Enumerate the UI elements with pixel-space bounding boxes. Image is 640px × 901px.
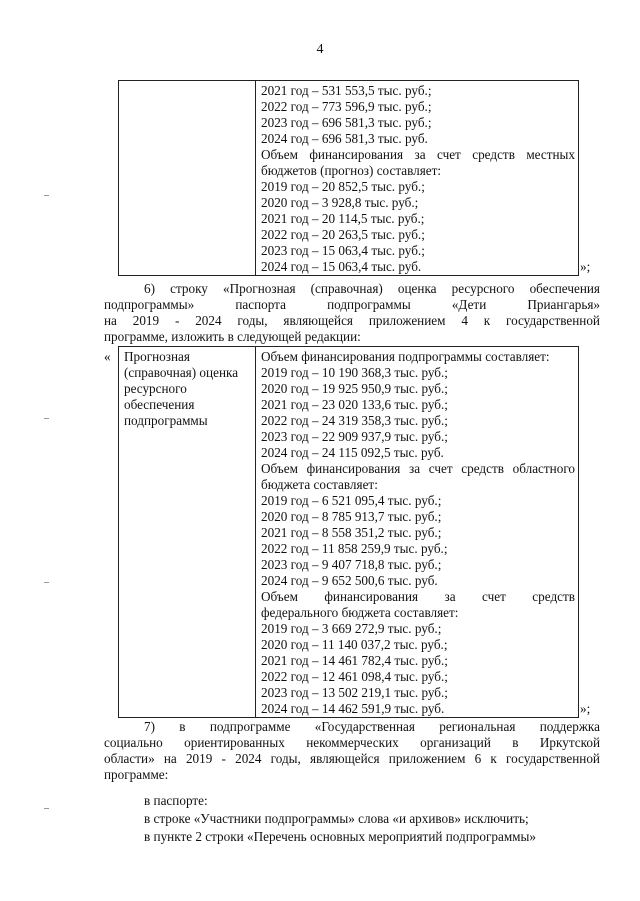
funding-cell bbox=[261, 349, 575, 717]
funding-line: Объем финансирования подпрограммы составляет: bbox=[261, 349, 550, 364]
financing-table bbox=[118, 346, 579, 718]
indicator-name-cell bbox=[124, 349, 252, 429]
paragraph-line: области» на 2019 - 2024 годы, являющейся приложением 6 к государственной bbox=[104, 751, 600, 766]
funding-cell bbox=[261, 83, 575, 275]
funding-line: Объем финансирования за счет средств местных bbox=[261, 147, 575, 162]
funding-line: 2023 год – 15 063,4 тыс. руб.; bbox=[261, 243, 425, 258]
funding-line: федерального бюджета составляет: bbox=[261, 605, 459, 620]
funding-line: 2021 год – 531 553,5 тыс. руб.; bbox=[261, 83, 432, 98]
paragraph-line: программе, изложить в следующей редакции: bbox=[104, 329, 361, 344]
funding-line: 2021 год – 23 020 133,6 тыс. руб.; bbox=[261, 397, 448, 412]
indicator-line: Прогнозная bbox=[124, 349, 190, 364]
paragraph-line: 7) в подпрограмме «Государственная региональная поддержка bbox=[144, 719, 600, 734]
item-passport: в паспорте: bbox=[144, 793, 208, 808]
funding-line: 2021 год – 14 461 782,4 тыс. руб.; bbox=[261, 653, 448, 668]
funding-line: 2021 год – 20 114,5 тыс. руб.; bbox=[261, 211, 425, 226]
page-number: 4 bbox=[316, 42, 324, 57]
paragraph-line: 6) строку «Прогнозная (справочная) оценка ресурсного обеспечения bbox=[144, 281, 600, 296]
item-measures: в пункте 2 строки «Перечень основных мероприятий подпрограммы» bbox=[144, 829, 536, 844]
table-open-mark: « bbox=[104, 349, 111, 364]
funding-line: 2024 год – 14 462 591,9 тыс. руб. bbox=[261, 701, 445, 716]
funding-line: бюджетов (прогноз) составляет: bbox=[261, 163, 442, 178]
funding-line: 2024 год – 15 063,4 тыс. руб. bbox=[261, 259, 422, 274]
paragraph-line: на 2019 - 2024 годы, являющейся приложением 4 к государственной bbox=[104, 313, 600, 328]
funding-line: 2019 год – 20 852,5 тыс. руб.; bbox=[261, 179, 425, 194]
paragraph-6 bbox=[104, 281, 600, 345]
funding-line: 2022 год – 773 596,9 тыс. руб.; bbox=[261, 99, 432, 114]
table-close-mark: »; bbox=[580, 259, 591, 274]
funding-line: 2019 год – 3 669 272,9 тыс. руб.; bbox=[261, 621, 442, 636]
indicator-line: обеспечения bbox=[124, 397, 195, 412]
table-column-divider bbox=[255, 81, 256, 275]
financing-table-continued bbox=[118, 80, 579, 276]
funding-line: 2023 год – 22 909 937,9 тыс. руб.; bbox=[261, 429, 448, 444]
funding-line: 2020 год – 11 140 037,2 тыс. руб.; bbox=[261, 637, 448, 652]
funding-line: 2020 год – 8 785 913,7 тыс. руб.; bbox=[261, 509, 442, 524]
funding-line: 2024 год – 696 581,3 тыс. руб. bbox=[261, 131, 428, 146]
funding-line: 2019 год – 6 521 095,4 тыс. руб.; bbox=[261, 493, 442, 508]
funding-line: 2020 год – 3 928,8 тыс. руб.; bbox=[261, 195, 419, 210]
funding-line: 2022 год – 12 461 098,4 тыс. руб.; bbox=[261, 669, 448, 684]
table-close-mark: »; bbox=[580, 701, 591, 716]
scan-mark bbox=[44, 808, 49, 809]
scan-mark bbox=[44, 582, 49, 583]
indicator-line: подпрограммы bbox=[124, 413, 208, 428]
funding-line: 2022 год – 20 263,5 тыс. руб.; bbox=[261, 227, 425, 242]
funding-line: 2022 год – 24 319 358,3 тыс. руб.; bbox=[261, 413, 448, 428]
funding-line: 2020 год – 19 925 950,9 тыс. руб.; bbox=[261, 381, 448, 396]
paragraph-line: подпрограммы» паспорта подпрограммы «Дети Приангарья» bbox=[104, 297, 600, 312]
funding-line: 2022 год – 11 858 259,9 тыс. руб.; bbox=[261, 541, 448, 556]
funding-line: 2019 год – 10 190 368,3 тыс. руб.; bbox=[261, 365, 448, 380]
funding-line: 2024 год – 24 115 092,5 тыс. руб. bbox=[261, 445, 444, 460]
funding-line: 2023 год – 9 407 718,8 тыс. руб.; bbox=[261, 557, 442, 572]
funding-line: 2024 год – 9 652 500,6 тыс. руб. bbox=[261, 573, 438, 588]
scan-mark bbox=[44, 195, 49, 196]
table-column-divider bbox=[255, 347, 256, 717]
funding-line: 2023 год – 696 581,3 тыс. руб.; bbox=[261, 115, 432, 130]
scan-mark bbox=[44, 418, 49, 419]
funding-line: 2023 год – 13 502 219,1 тыс. руб.; bbox=[261, 685, 448, 700]
indicator-line: ресурсного bbox=[124, 381, 187, 396]
indicator-line: (справочная) оценка bbox=[124, 365, 239, 380]
paragraph-7 bbox=[104, 719, 600, 783]
item-participants: в строке «Участники подпрограммы» слова «и архивов» исключить; bbox=[144, 811, 529, 826]
funding-line: Объем финансирования за счет средств областного bbox=[261, 461, 575, 476]
funding-line: Объем финансирования за счет средств bbox=[261, 589, 575, 604]
funding-line: бюджета составляет: bbox=[261, 477, 378, 492]
paragraph-line: программе: bbox=[104, 767, 169, 782]
funding-line: 2021 год – 8 558 351,2 тыс. руб.; bbox=[261, 525, 442, 540]
paragraph-line: социально ориентированных некоммерческих организаций в Иркутской bbox=[104, 735, 600, 750]
